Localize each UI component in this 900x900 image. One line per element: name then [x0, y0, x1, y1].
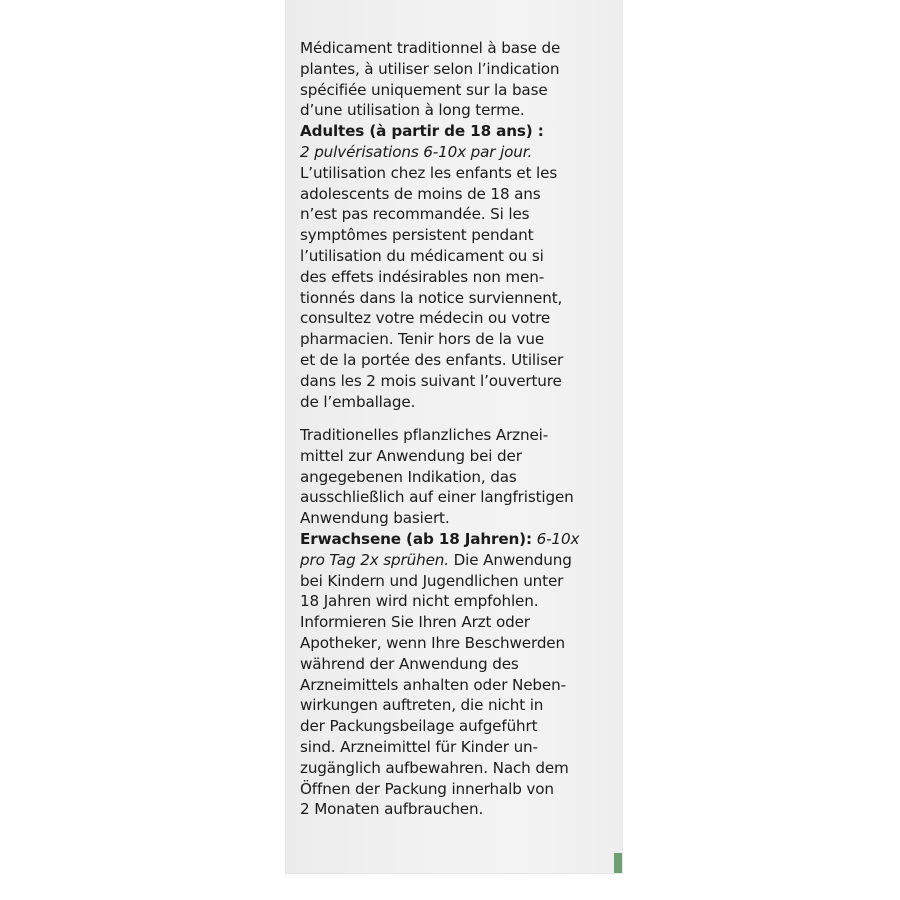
de-body-line-3: Informieren Sie Ihren Arzt oder — [300, 613, 530, 632]
de-dosage-value-1: 6-10x — [531, 529, 580, 548]
de-body-line-8: der Packungsbeilage aufgeführt — [300, 717, 538, 736]
de-body-line-6: Arzneimittels anhalten oder Neben- — [300, 675, 566, 694]
de-dosage-value-2: pro Tag 2x sprühen. — [300, 550, 449, 569]
de-body-line-1: bei Kindern und Jugendlichen unter — [300, 571, 564, 590]
fr-body-line-7: tionnés dans la notice surviennent, — [300, 288, 563, 307]
de-dosage-line — [300, 529, 608, 550]
fr-body-line-5: l’utilisation du médicament ou si — [300, 246, 544, 265]
fr-intro-line-1: Médicament traditionnel à base de — [300, 39, 561, 57]
german-instructions — [300, 425, 608, 820]
de-intro-line-3: angegebenen Indikation, das — [300, 467, 517, 486]
fr-body-line-11: dans les 2 mois suivant l’ouverture — [300, 371, 562, 390]
de-body-line-12: 2 Monaten aufbrauchen. — [300, 800, 484, 819]
fr-dosage-label: Adultes (à partir de 18 ans) : — [300, 122, 544, 141]
fr-body-line-12: de l’emballage. — [300, 392, 416, 411]
de-intro-line-4: ausschließlich auf einer langfristigen — [300, 488, 574, 507]
fr-intro-line-2: plantes, à utiliser selon l’indication — [300, 59, 560, 78]
de-body-line-10: zugänglich aufbewahren. Nach dem — [300, 758, 569, 777]
fr-body-line-2: adolescents de moins de 18 ans — [300, 184, 541, 203]
de-dosage-label: Erwachsene (ab 18 Jahren): — [300, 529, 532, 548]
fr-body-line-10: et de la portée des enfants. Utiliser — [300, 350, 564, 369]
de-body-line-9: sind. Arzneimittel für Kinder un- — [300, 737, 538, 756]
fr-intro-line-3: spécifiée uniquement sur la base — [300, 80, 548, 99]
french-instructions — [300, 38, 608, 412]
de-body-line-5: während der Anwendung des — [300, 654, 519, 673]
de-body-line-2: 18 Jahren wird nicht empfohlen. — [300, 592, 539, 611]
fr-body-line-4: symptômes persistent pendant — [300, 226, 534, 245]
de-body-first-tail: Die Anwendung — [448, 550, 572, 569]
de-body-line-4: Apotheker, wenn Ihre Beschwerden — [300, 633, 565, 652]
fr-body-line-1: L’utilisation chez les enfants et les — [300, 163, 558, 182]
fr-body-line-3: n’est pas recommandée. Si les — [300, 205, 530, 224]
fr-body-line-8: consultez votre médecin ou votre — [300, 309, 551, 328]
de-body-line-7: wirkungen auftreten, die nicht in — [300, 696, 544, 715]
de-intro-line-1: Traditionelles pflanzliches Arznei- — [300, 426, 549, 444]
fr-body-line-9: pharmacien. Tenir hors de la vue — [300, 330, 545, 349]
de-intro-line-5: Anwendung basiert. — [300, 509, 450, 528]
de-dosage-line-2 — [300, 550, 608, 571]
de-body-line-11: Öffnen der Packung innerhalb von — [300, 779, 554, 798]
fr-intro-line-4: d’une utilisation à long terme. — [300, 101, 525, 120]
fr-dosage-value: 2 pulvérisations 6-10x par jour. — [300, 142, 533, 161]
fr-body-line-6: des effets indésirables non men- — [300, 267, 545, 286]
de-intro-line-2: mittel zur Anwendung bei der — [300, 446, 522, 465]
green-edge-accent — [614, 853, 622, 873]
